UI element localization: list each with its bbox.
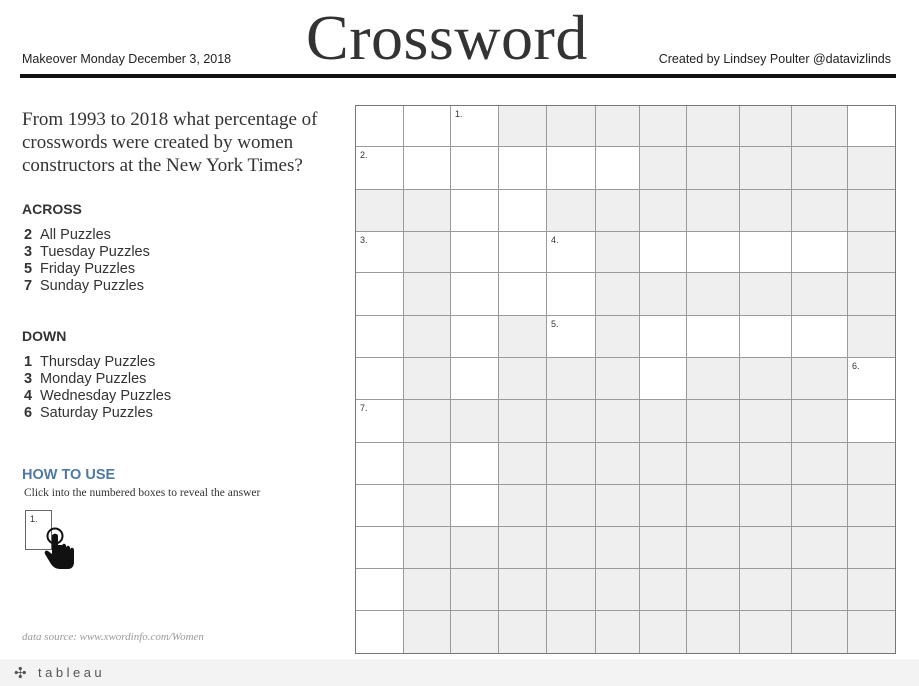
grid-cell — [356, 611, 404, 653]
grid-cell — [404, 443, 451, 485]
grid-cell — [740, 358, 792, 400]
grid-cell — [499, 358, 547, 400]
grid-cell — [451, 485, 499, 527]
grid-cell — [404, 485, 451, 527]
grid-cell — [640, 569, 687, 611]
clue-label: All Puzzles — [40, 227, 111, 243]
header-divider — [20, 74, 896, 78]
grid-cell — [740, 190, 792, 232]
clue-label: Monday Puzzles — [40, 371, 147, 387]
grid-cell — [848, 527, 895, 569]
grid-cell — [640, 358, 687, 400]
clue-label: Thursday Puzzles — [40, 354, 156, 370]
grid-cell — [848, 400, 895, 443]
grid-cell — [740, 527, 792, 569]
grid-cell — [740, 232, 792, 273]
grid-cell — [848, 273, 895, 316]
tableau-plus-icon: ✣ — [14, 665, 27, 682]
grid-cell — [687, 190, 740, 232]
grid-cell — [499, 485, 547, 527]
clue-number: 5 — [24, 261, 33, 277]
grid-cell — [792, 273, 848, 316]
grid-cell — [792, 485, 848, 527]
across-clue-list — [24, 227, 150, 295]
grid-cell — [356, 527, 404, 569]
grid-cell — [451, 400, 499, 443]
grid-cell — [547, 443, 596, 485]
grid-cell — [740, 316, 792, 358]
grid-cell — [451, 611, 499, 653]
data-source: data source: www.xwordinfo.com/Women — [22, 631, 204, 643]
grid-cell — [451, 147, 499, 190]
cell-number: 2. — [360, 150, 368, 160]
grid-cell — [792, 527, 848, 569]
grid-cell — [451, 569, 499, 611]
numbered-cell[interactable] — [848, 358, 895, 400]
clue-item — [24, 405, 171, 422]
grid-cell — [499, 190, 547, 232]
grid-cell — [687, 569, 740, 611]
clue-item — [24, 227, 150, 244]
clue-number: 6 — [24, 405, 33, 421]
clue-number: 1 — [24, 354, 33, 370]
grid-cell — [792, 316, 848, 358]
grid-cell — [451, 273, 499, 316]
grid-cell — [792, 358, 848, 400]
grid-cell — [356, 316, 404, 358]
grid-cell — [451, 527, 499, 569]
clue-number: 7 — [24, 278, 33, 294]
how-to-use-heading: HOW TO USE — [22, 467, 116, 483]
grid-cell — [547, 527, 596, 569]
grid-cell — [792, 147, 848, 190]
clue-label: Tuesday Puzzles — [40, 244, 150, 260]
grid-cell — [740, 106, 792, 147]
page-title: Crossword — [306, 2, 588, 73]
grid-cell — [451, 316, 499, 358]
grid-cell — [499, 232, 547, 273]
grid-cell — [356, 443, 404, 485]
grid-cell — [356, 190, 404, 232]
crossword-grid — [355, 105, 896, 654]
grid-cell — [596, 147, 640, 190]
grid-cell — [848, 232, 895, 273]
footer-bar — [0, 659, 919, 686]
across-heading: ACROSS — [22, 201, 82, 217]
numbered-cell[interactable] — [356, 400, 404, 443]
header-credit: Created by Lindsey Poulter @datavizlinds — [658, 52, 891, 66]
grid-cell — [792, 569, 848, 611]
grid-cell — [356, 569, 404, 611]
clue-number: 3 — [24, 244, 33, 260]
grid-cell — [687, 400, 740, 443]
clue-item — [24, 261, 150, 278]
numbered-cell[interactable] — [547, 316, 596, 358]
how-to-use-text: Click into the numbered boxes to reveal the answer — [24, 487, 261, 499]
grid-cell — [848, 569, 895, 611]
grid-cell — [596, 273, 640, 316]
grid-cell — [547, 190, 596, 232]
grid-cell — [740, 569, 792, 611]
cell-number: 4. — [551, 235, 559, 245]
grid-cell — [640, 316, 687, 358]
clue-item — [24, 278, 150, 295]
grid-cell — [596, 190, 640, 232]
demo-box-number: 1. — [30, 514, 38, 524]
grid-cell — [596, 358, 640, 400]
grid-cell — [499, 443, 547, 485]
grid-cell — [792, 611, 848, 653]
grid-cell — [356, 106, 404, 147]
grid-cell — [792, 443, 848, 485]
grid-cell — [596, 611, 640, 653]
grid-cell — [848, 190, 895, 232]
numbered-cell[interactable] — [356, 232, 404, 273]
grid-cell — [547, 106, 596, 147]
grid-cell — [404, 106, 451, 147]
question-text: From 1993 to 2018 what percentage of crosswords were created by women constructors at the New York Times? — [22, 109, 318, 176]
grid-cell — [596, 232, 640, 273]
grid-cell — [451, 190, 499, 232]
grid-cell — [640, 443, 687, 485]
grid-cell — [404, 190, 451, 232]
grid-cell — [640, 400, 687, 443]
grid-cell — [687, 443, 740, 485]
cell-number: 7. — [360, 403, 368, 413]
grid-cell — [848, 485, 895, 527]
grid-cell — [687, 106, 740, 147]
cell-number: 5. — [551, 319, 559, 329]
clue-item — [24, 354, 171, 371]
grid-cell — [356, 358, 404, 400]
grid-cell — [596, 316, 640, 358]
grid-cell — [499, 316, 547, 358]
grid-cell — [640, 527, 687, 569]
grid-cell — [640, 106, 687, 147]
clue-item — [24, 244, 150, 261]
clue-number: 2 — [24, 227, 33, 243]
grid-cell — [640, 273, 687, 316]
grid-cell — [404, 358, 451, 400]
grid-cell — [640, 611, 687, 653]
grid-cell — [596, 400, 640, 443]
grid-cell — [687, 527, 740, 569]
grid-cell — [499, 527, 547, 569]
cell-number: 6. — [852, 361, 860, 371]
grid-cell — [547, 273, 596, 316]
grid-cell — [596, 106, 640, 147]
grid-cell — [792, 400, 848, 443]
grid-cell — [404, 611, 451, 653]
grid-cell — [687, 358, 740, 400]
grid-cell — [640, 190, 687, 232]
grid-cell — [499, 106, 547, 147]
grid-cell — [740, 443, 792, 485]
grid-cell — [848, 106, 895, 147]
grid-cell — [547, 611, 596, 653]
pointing-hand-icon — [38, 524, 80, 570]
grid-cell — [404, 527, 451, 569]
grid-cell — [848, 147, 895, 190]
clue-label: Saturday Puzzles — [40, 405, 153, 421]
grid-cell — [640, 485, 687, 527]
grid-cell — [404, 273, 451, 316]
cell-number: 3. — [360, 235, 368, 245]
grid-cell — [640, 147, 687, 190]
grid-cell — [848, 611, 895, 653]
grid-cell — [687, 316, 740, 358]
grid-cell — [404, 232, 451, 273]
grid-cell — [547, 400, 596, 443]
grid-cell — [451, 232, 499, 273]
grid-cell — [596, 443, 640, 485]
grid-cell — [547, 485, 596, 527]
grid-cell — [547, 358, 596, 400]
header-subtitle: Makeover Monday December 3, 2018 — [22, 52, 232, 66]
grid-cell — [740, 147, 792, 190]
grid-cell — [356, 485, 404, 527]
grid-cell — [404, 147, 451, 190]
grid-cell — [687, 232, 740, 273]
grid-cell — [848, 443, 895, 485]
grid-cell — [499, 400, 547, 443]
grid-cell — [596, 527, 640, 569]
grid-cell — [740, 611, 792, 653]
grid-cell — [451, 443, 499, 485]
grid-cell — [792, 190, 848, 232]
clue-label: Sunday Puzzles — [40, 278, 144, 294]
numbered-cell[interactable] — [356, 147, 404, 190]
clue-label: Wednesday Puzzles — [40, 388, 172, 404]
tableau-logo[interactable]: tableau — [38, 665, 106, 680]
grid-cell — [404, 569, 451, 611]
clue-label: Friday Puzzles — [40, 261, 136, 277]
grid-cell — [640, 232, 687, 273]
grid-cell — [687, 147, 740, 190]
numbered-cell[interactable] — [451, 106, 499, 147]
grid-cell — [451, 358, 499, 400]
grid-cell — [404, 316, 451, 358]
grid-cell — [596, 485, 640, 527]
grid-cell — [499, 569, 547, 611]
grid-cell — [547, 147, 596, 190]
clue-item — [24, 388, 171, 405]
grid-cell — [687, 273, 740, 316]
grid-cell — [687, 485, 740, 527]
clue-item — [24, 371, 171, 388]
grid-cell — [404, 400, 451, 443]
grid-cell — [792, 106, 848, 147]
cell-number: 1. — [455, 109, 463, 119]
grid-cell — [740, 400, 792, 443]
grid-cell — [740, 273, 792, 316]
numbered-cell[interactable] — [547, 232, 596, 273]
grid-cell — [499, 147, 547, 190]
grid-cell — [499, 273, 547, 316]
clue-number: 4 — [24, 388, 33, 404]
grid-cell — [848, 316, 895, 358]
grid-cell — [740, 485, 792, 527]
grid-cell — [356, 273, 404, 316]
grid-cell — [499, 611, 547, 653]
grid-cell — [792, 232, 848, 273]
down-clue-list — [24, 354, 171, 422]
down-heading: DOWN — [22, 328, 67, 344]
grid-cell — [596, 569, 640, 611]
grid-cell — [547, 569, 596, 611]
clue-number: 3 — [24, 371, 33, 387]
grid-cell — [687, 611, 740, 653]
